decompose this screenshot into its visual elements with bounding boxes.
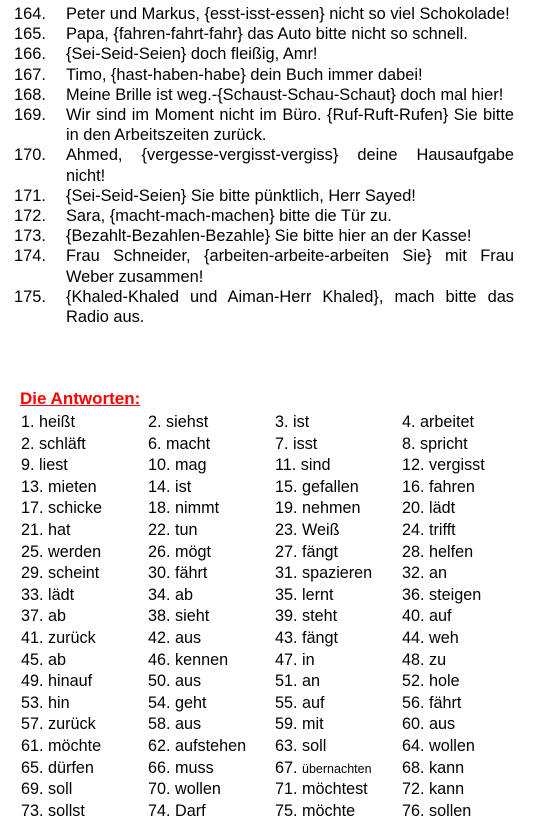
answer-cell: 52. hole <box>402 672 460 691</box>
exercise-item <box>14 226 514 246</box>
answer-cell: 49. hinauf <box>21 672 93 691</box>
exercise-number: 171. <box>14 186 46 205</box>
exercise-item <box>14 206 514 226</box>
exercise-number: 166. <box>14 45 46 64</box>
answer-cell: 59. mit <box>275 715 324 734</box>
answer-cell: 44. weh <box>402 628 459 647</box>
exercise-text: {Khaled-Khaled und Aiman-Herr Khaled}, mach bitte das Radio aus. <box>66 287 514 327</box>
exercise-item <box>14 44 514 64</box>
answer-cell: 62. aufstehen <box>148 736 247 755</box>
exercise-text: Sara, {macht-mach-machen} bitte die Tür zu. <box>66 207 392 226</box>
answer-cell: 37. ab <box>21 607 67 626</box>
exercise-item <box>14 85 514 105</box>
answer-cell: 53. hin <box>21 693 70 712</box>
answer-cell: 4. arbeitet <box>402 413 474 431</box>
answer-cell: 26. mögt <box>148 542 211 561</box>
answer-cell: 71. möchtest <box>275 780 368 799</box>
exercise-number: 173. <box>14 227 46 246</box>
answer-cell: 40. auf <box>402 607 452 626</box>
answer-cell: 35. lernt <box>275 585 334 604</box>
answer-cell: 9. liest <box>21 456 68 475</box>
answer-cell: 17. schicke <box>21 499 102 518</box>
answer-cell: 55. auf <box>275 693 325 712</box>
exercise-number: 174. <box>14 247 46 266</box>
answer-cell: 18. nimmt <box>148 499 220 518</box>
answer-cell: 75. möchte <box>275 801 356 820</box>
exercise-item <box>14 4 514 24</box>
answer-cell: 70. wollen <box>148 780 221 799</box>
exercise-item <box>14 186 514 206</box>
answer-cell: 3. ist <box>275 413 310 431</box>
answers-heading: Die Antworten: <box>20 389 141 408</box>
answer-cell: 72. kann <box>402 780 465 799</box>
answer-cell: 34. ab <box>148 585 194 604</box>
exercise-text: Frau Schneider, {arbeiten-arbeite-arbeiten Sie} mit Frau Weber zusammen! <box>66 247 514 286</box>
exercise-text: {Sei-Seid-Seien} Sie bitte pünktlich, Herr Sayed! <box>66 186 416 205</box>
exercise-item <box>14 65 514 85</box>
answer-cell: 29. scheint <box>21 564 100 583</box>
answer-cell: 69. soll <box>21 780 73 799</box>
exercise-text: {Bezahlt-Bezahlen-Bezahle} Sie bitte hier an der Kasse! <box>66 227 472 246</box>
answer-cell: 63. soll <box>275 736 327 755</box>
answer-cell: 65. dürfen <box>21 758 94 777</box>
answer-cell: 45. ab <box>21 650 67 669</box>
exercise-number: 175. <box>14 287 46 306</box>
answer-cell: 66. muss <box>148 758 214 777</box>
answer-cell: 32. an <box>402 564 448 583</box>
exercise-number: 170. <box>14 146 46 165</box>
answer-cell: 16. fahren <box>402 477 475 496</box>
answer-cell: 54. geht <box>148 693 207 712</box>
answer-cell: 43. fängt <box>275 628 339 647</box>
exercise-list <box>14 4 514 327</box>
answer-cell: 10. mag <box>148 456 207 475</box>
answer-cell: 36. steigen <box>402 585 482 604</box>
answer-cell: 47. in <box>275 650 315 669</box>
exercise-text: Ahmed, {vergesse-vergisst-vergiss} deine Hausaufgabe nicht! <box>66 146 514 185</box>
answer-cell: 41. zurück <box>21 628 96 647</box>
answer-cell: 68. kann <box>402 758 465 777</box>
answer-cell: 50. aus <box>148 672 202 691</box>
exercise-item <box>14 24 514 44</box>
answer-cell: 24. trifft <box>402 520 456 539</box>
answer-cell: 61. möchte <box>21 736 102 755</box>
answer-cell: 33. lädt <box>21 585 75 604</box>
answers-grid <box>21 412 541 822</box>
answer-cell: 19. nehmen <box>275 499 361 518</box>
answer-cell: 6. macht <box>148 434 211 453</box>
exercise-number: 172. <box>14 207 46 226</box>
exercise-item <box>14 287 514 327</box>
exercise-text: Meine Brille ist weg.-{Schaust-Schau-Schaut} doch mal hier! <box>66 85 504 104</box>
exercise-text: Timo, {hast-haben-habe} dein Buch immer dabei! <box>66 65 423 84</box>
answer-cell: 67. übernachten <box>275 758 372 777</box>
answer-cell: 14. ist <box>148 477 192 496</box>
exercise-item <box>14 145 514 185</box>
answer-cell: 46. kennen <box>148 650 229 669</box>
answer-cell: 2. siehst <box>148 413 209 431</box>
exercise-number: 165. <box>14 25 46 44</box>
answer-cell: 13. mieten <box>21 477 97 496</box>
answer-cell: 22. tun <box>148 520 198 539</box>
answer-cell: 11. sind <box>275 456 331 475</box>
exercise-text: Papa, {fahren-fahrt-fahr} das Auto bitte nicht so schnell. <box>66 25 468 44</box>
exercise-text: {Sei-Seid-Seien} doch fleißig, Amr! <box>66 45 318 64</box>
answer-cell: 76. sollen <box>402 801 472 820</box>
exercise-text: Peter und Markus, {esst-isst-essen} nicht so viel Schokolade! <box>66 5 510 23</box>
answer-cell: 38. sieht <box>148 607 210 626</box>
answer-cell: 8. spricht <box>402 434 468 453</box>
exercise-number: 164. <box>14 5 46 23</box>
answer-cell: 57. zurück <box>21 715 96 734</box>
exercise-item <box>14 246 514 286</box>
answer-cell: 60. aus <box>402 715 456 734</box>
answer-cell: 25. werden <box>21 542 102 561</box>
answer-cell: 73. sollst <box>21 801 85 820</box>
answer-cell: 23. Weiß <box>275 520 340 539</box>
answer-cell: 21. hat <box>21 520 71 539</box>
answer-cell: 48. zu <box>402 650 447 669</box>
answer-cell: 7. isst <box>275 434 318 453</box>
answer-cell: 39. steht <box>275 607 338 626</box>
answer-cell: 51. an <box>275 672 321 691</box>
answer-cell: 15. gefallen <box>275 477 359 496</box>
exercise-number: 167. <box>14 65 46 84</box>
answer-cell: 58. aus <box>148 715 202 734</box>
exercise-number: 169. <box>14 106 46 125</box>
answer-cell: 64. wollen <box>402 736 475 755</box>
exercise-text: Wir sind im Moment nicht im Büro. {Ruf-Ruft-Rufen} Sie bitte in den Arbeitszeiten zurück. <box>66 106 514 145</box>
answer-cell: 42. aus <box>148 628 202 647</box>
answer-cell: 20. lädt <box>402 499 456 518</box>
answer-cell: 30. fährt <box>148 564 208 583</box>
answer-cell: 12. vergisst <box>402 456 485 475</box>
exercise-item <box>14 105 514 145</box>
answer-cell: 1. heißt <box>21 413 75 431</box>
exercise-number: 168. <box>14 85 46 104</box>
answer-cell: 2. schläft <box>21 434 86 453</box>
answer-cell: 27. fängt <box>275 542 339 561</box>
answer-cell: 56. fährt <box>402 693 462 712</box>
answer-cell: 74. Darf <box>148 801 206 820</box>
answer-cell: 31. spazieren <box>275 564 373 583</box>
answer-cell: 28. helfen <box>402 542 474 561</box>
